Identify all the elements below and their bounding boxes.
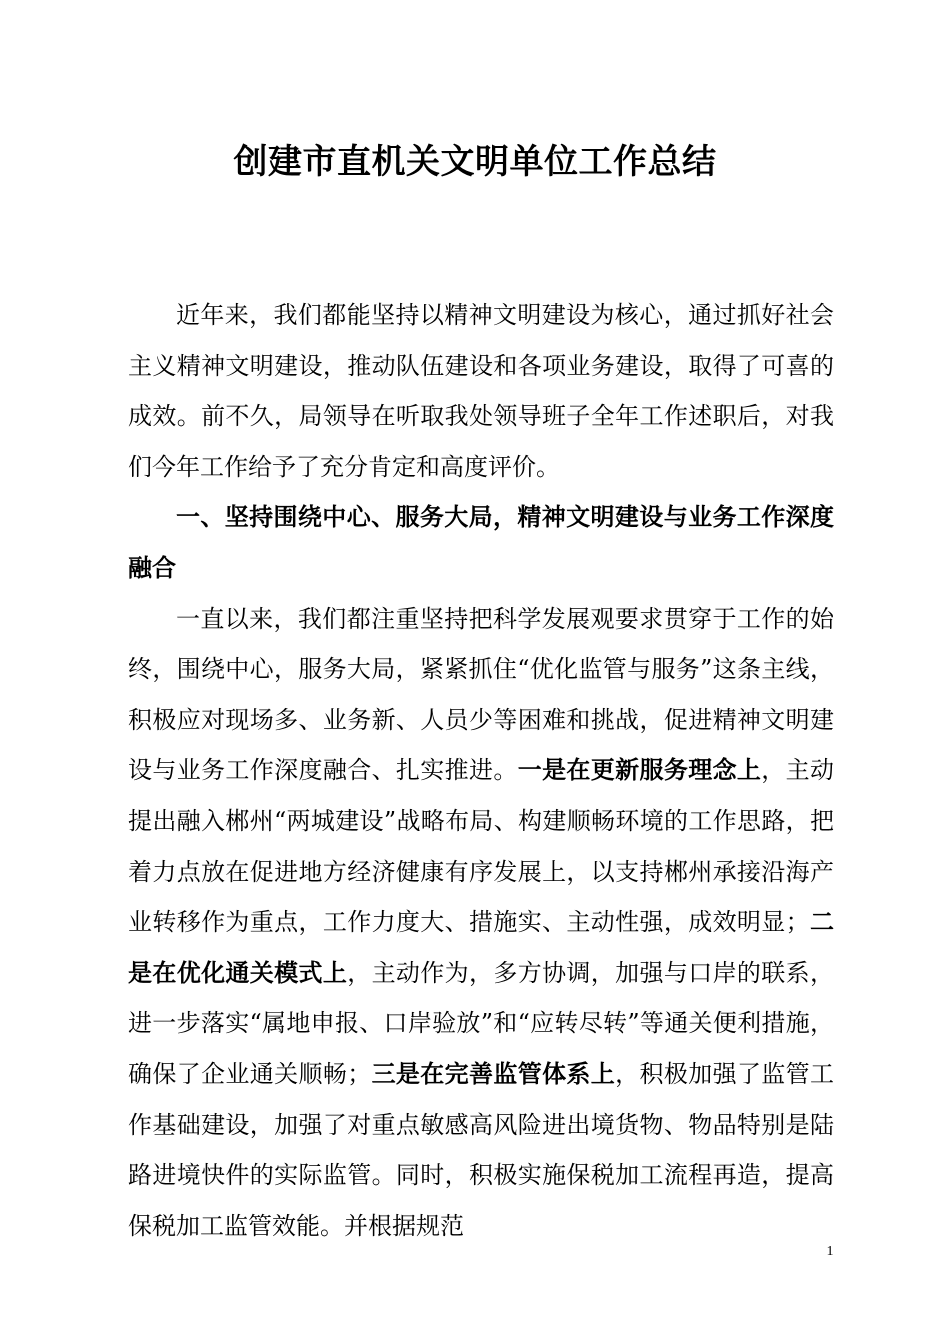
bold-phrase: 一是在更新服务理念上 <box>517 755 762 785</box>
document-title: 创建市直机关文明单位工作总结 <box>233 142 717 182</box>
intro-paragraph: 近年来，我们都能坚持以精神文明建设为核心，通过抓好社会主义精神文明建设，推动队伍建设和各项业务建设，取得了可喜的成效。前不久，局领导在听取我处领导班子全年工作述职后，对我们今年工作给予了充分肯定和高度评价。 <box>128 301 834 481</box>
paragraph-text: ，主动作为，多方协调，加强与口岸的联系，进一步落实“属地申报、口岸验放”和“应转尽转”等通关便利措施，确保了企业通关顺畅； <box>128 958 835 1088</box>
document-body <box>128 290 834 1251</box>
section-paragraph <box>128 594 834 1252</box>
section-heading: 一、坚持围绕中心、服务大局，精神文明建设与业务工作深度融合 <box>128 503 834 582</box>
bold-phrase: 三是在完善监管体系上 <box>371 1058 616 1088</box>
bold-phrase: 二是在优化通关模式上 <box>128 907 834 987</box>
paragraph-text: 一直以来，我们都注重坚持把科学发展观要求贯穿于工作的始终，围绕中心，服务大局，紧紧抓住“优化监管与服务”这条主线，积极应对现场多、业务新、人员少等困难和挑战，促进精神文明建设与业务工作深度融合、扎实推进。 <box>128 604 834 785</box>
paragraph-text: ，积极加强了监管工作基础建设，加强了对重点敏感高风险进出境货物、物品特别是陆路进境快件的实际监管。同时，积极实施保税加工流程再造，提高保税加工监管效能。并根据规范 <box>128 1059 835 1240</box>
page-number: 1 <box>826 1244 834 1259</box>
paragraph-text: ，主动提出融入郴州“两城建设”战略布局、构建顺畅环境的工作思路，把着力点放在促进地方经济健康有序发展上，以支持郴州承接沿海产业转移作为重点，工作力度大、措施实、主动性强，成效明显； <box>128 756 835 937</box>
